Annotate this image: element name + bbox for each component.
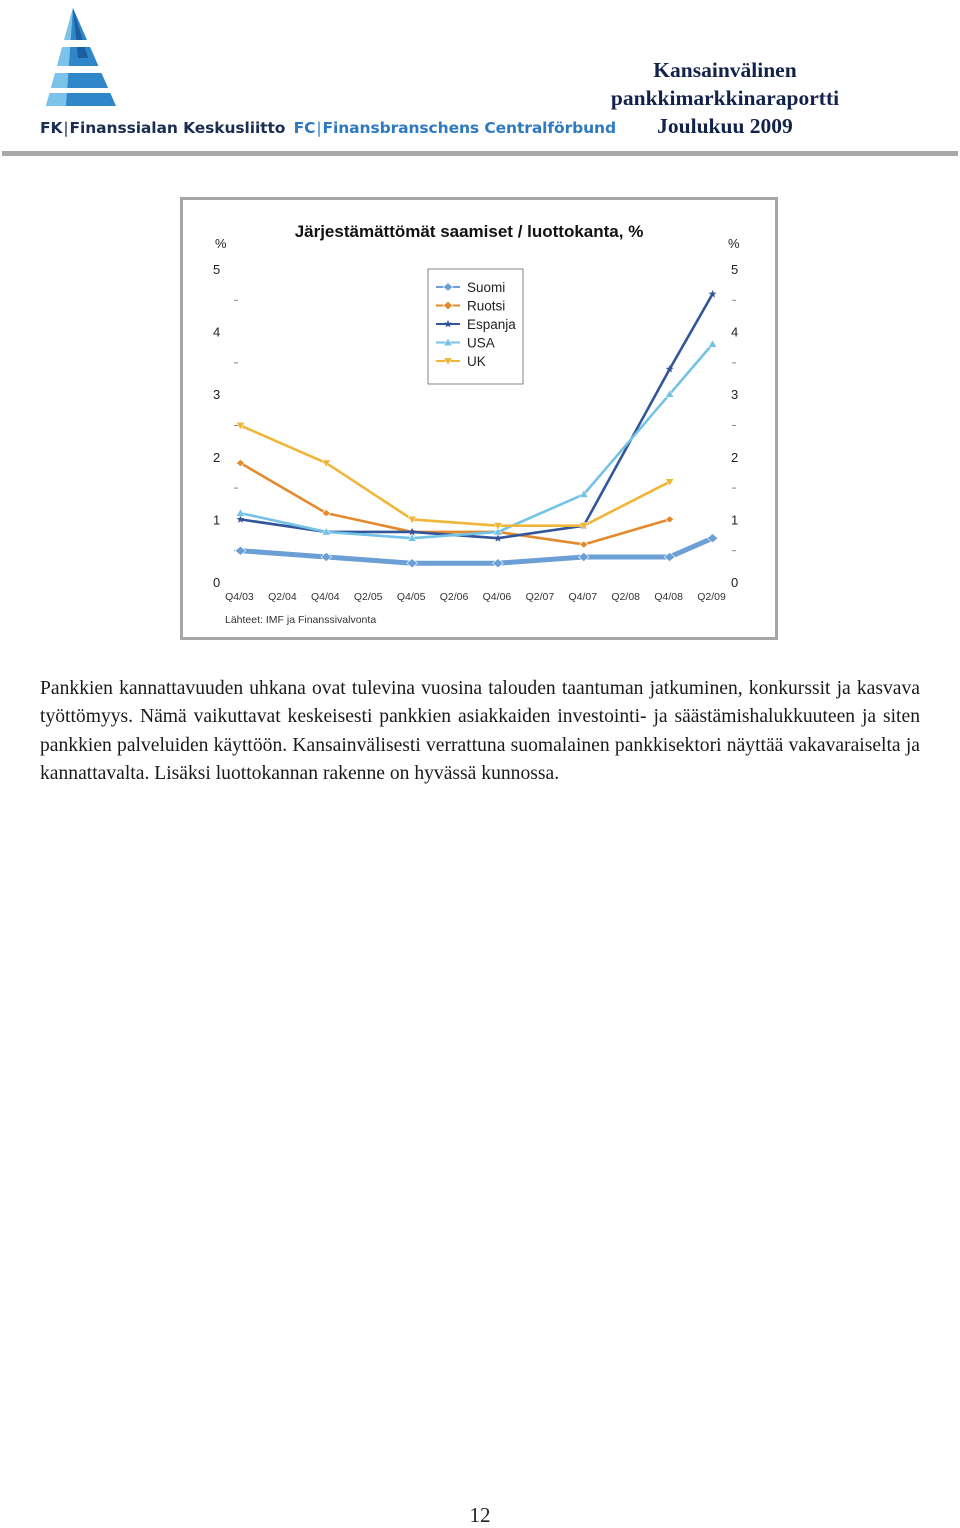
y-tick-label-left: 5: [213, 262, 221, 277]
y-tick-label-right: 1: [731, 512, 739, 528]
report-title-line2: pankkimarkkinaraportti: [610, 86, 840, 110]
body-paragraph: Pankkien kannattavuuden uhkana ovat tulevina vuosina talouden taantuman jatkuminen, konkurssit ja kasvava työttömyys. Nämä vaikuttavat keskeisesti pankkien asiakkaiden investointi- ja säästämishalukkuuteen ja siten pankkien palveluiden käyttöön. Kansainvälisesti verrattuna suomalainen pankkisektori näyttää vakavaraiselta ja kannattavalta. Lisäksi luottokannan rakenne on hyvässä kunnossa.: [40, 678, 920, 784]
report-header: [575, 56, 875, 140]
x-tick-label: Q4/04: [310, 591, 340, 603]
logo-fk: FK: [40, 119, 63, 137]
report-date: Joulukuu 2009: [657, 114, 793, 138]
header-divider: [2, 151, 958, 156]
data-point-usa: [708, 340, 716, 347]
y-tick-label-right: 5: [731, 262, 739, 277]
y-tick-label-left: 2: [213, 449, 221, 465]
series-line-ruotsi: [240, 463, 669, 544]
data-point-ruotsi: [580, 541, 588, 548]
x-tick-label: Q4/03: [225, 591, 254, 603]
y-tick-label-left: 4: [213, 324, 221, 340]
logo-fk-name: Finanssialan Keskusliitto: [69, 119, 286, 137]
logo-fc: FC: [293, 119, 316, 137]
chart-frame: [180, 197, 778, 640]
y-tick-label-left: 0: [213, 575, 221, 590]
pyramid-logo-icon: [38, 8, 118, 108]
data-point-suomi: [235, 546, 246, 555]
data-point-suomi: [407, 559, 418, 568]
page-number: 12: [469, 1503, 491, 1527]
npl-line-chart: [183, 200, 775, 637]
x-tick-label: Q2/04: [268, 591, 297, 603]
y-tick-label-right: 4: [731, 324, 739, 340]
y-tick-label-right: 0: [731, 575, 739, 590]
y-axis-unit-right: %: [728, 236, 740, 251]
organization-logo: [38, 8, 616, 138]
x-tick-label: Q2/06: [439, 591, 469, 603]
legend-label: Espanja: [467, 317, 516, 332]
data-point-suomi: [579, 552, 590, 561]
report-title-line1: Kansainvälinen: [653, 58, 797, 82]
x-tick-label: Q4/07: [568, 591, 598, 603]
x-tick-label: Q4/08: [654, 591, 683, 603]
x-tick-label: Q2/07: [525, 591, 555, 603]
series-line-uk: [240, 426, 669, 526]
x-tick-label: Q4/06: [482, 591, 512, 603]
source-note: Lähteet: IMF ja Finanssivalvonta: [225, 614, 377, 626]
y-tick-label-right: 3: [731, 387, 739, 403]
legend-label: UK: [467, 354, 486, 369]
data-point-ruotsi: [665, 516, 673, 523]
x-tick-label: Q2/08: [611, 591, 641, 603]
chart-title: Järjestämättömät saamiset / luottokanta, %: [294, 222, 644, 241]
legend-label: USA: [467, 335, 495, 351]
series-line-suomi: [240, 538, 712, 563]
x-tick-label: Q2/09: [697, 591, 726, 603]
x-tick-label: Q4/05: [396, 591, 426, 603]
y-tick-label-right: 2: [731, 449, 739, 465]
data-point-suomi: [321, 552, 332, 561]
logo-fc-name: Finansbranschens Centralförbund: [322, 119, 616, 137]
logo-wordmark: FK|Finanssialan Keskusliitto FC|Finansbranschens Centralförbund: [40, 119, 616, 137]
legend-label: Suomi: [467, 280, 506, 295]
legend-label: Ruotsi: [467, 298, 506, 314]
data-point-suomi: [493, 559, 504, 568]
x-tick-label: Q2/05: [353, 591, 383, 603]
y-tick-label-left: 1: [213, 512, 221, 528]
y-tick-label-left: 3: [213, 387, 221, 403]
y-axis-unit-left: %: [215, 236, 227, 251]
